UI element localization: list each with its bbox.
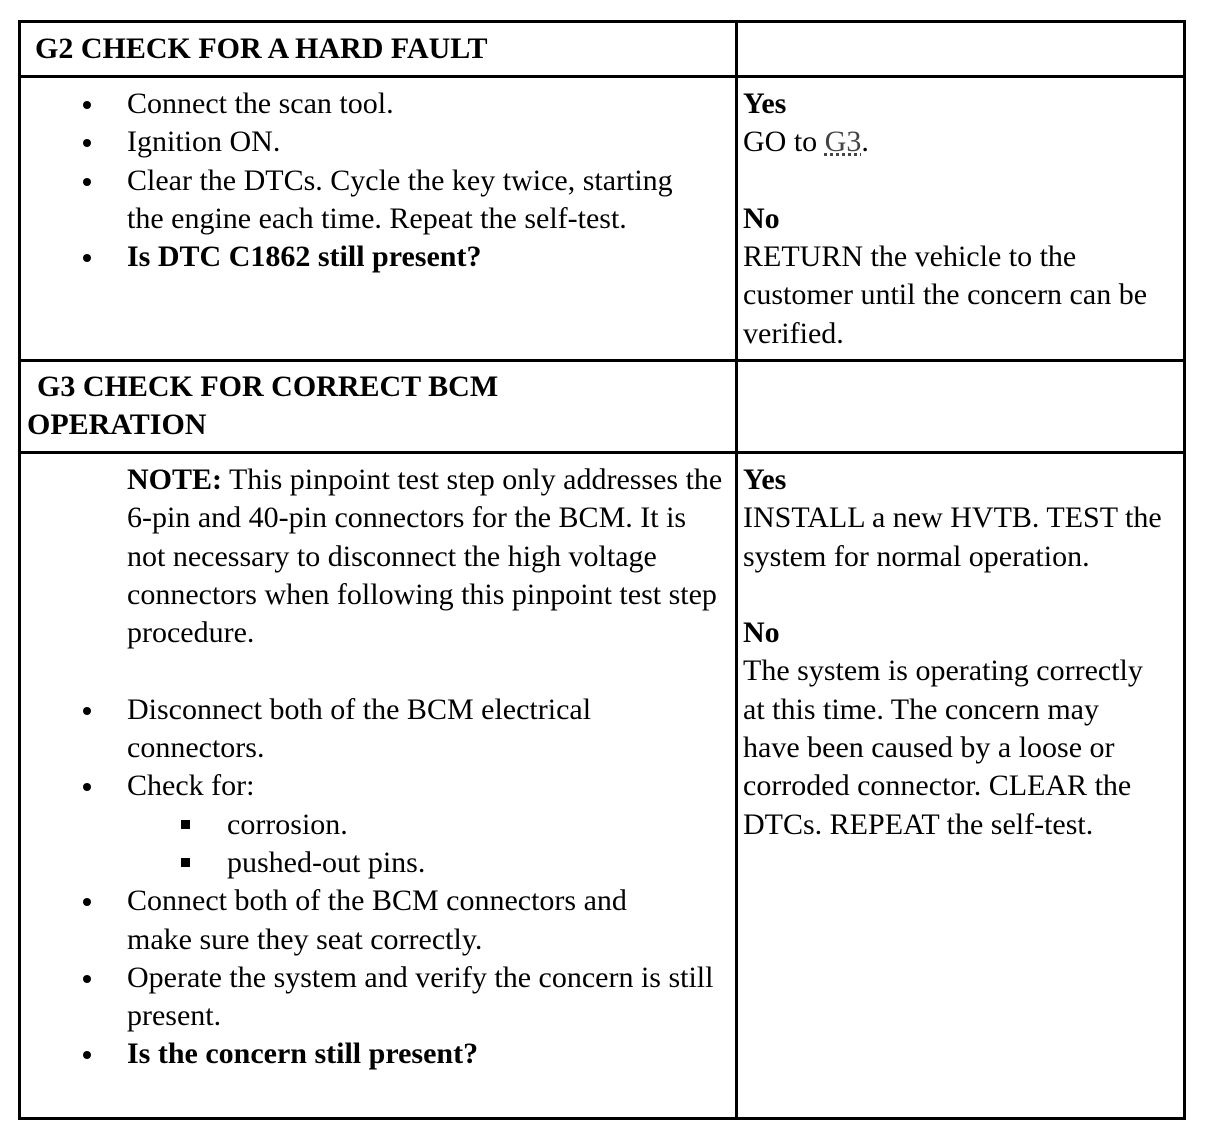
g3-no-label: No: [743, 616, 780, 650]
g2-yes-text: GO to G3.: [743, 125, 869, 159]
g2-step-3: Clear the DTCs. Cycle the key twice, starting the engine each time. Repeat the self-test.: [21, 162, 687, 239]
column-divider: [735, 23, 738, 1117]
g3-sub-item-1: corrosion.: [127, 806, 733, 844]
g2-title: G2 CHECK FOR A HARD FAULT: [35, 32, 488, 65]
g2-outcomes: [743, 85, 1173, 353]
g2-step-1: Connect the scan tool.: [21, 85, 721, 123]
diagnostic-table: [18, 20, 1186, 1120]
g3-step-4: Operate the system and verify the concern is still present.: [21, 959, 727, 1036]
g3-step-5: Is the concern still present?: [21, 1035, 733, 1073]
g3-title: G3 CHECK FOR CORRECT BCM OPERATION: [27, 370, 499, 441]
row-divider: [21, 75, 1183, 78]
g3-yes-text: INSTALL a new HVTB. TEST the system for normal operation.: [743, 501, 1162, 573]
row-divider: [21, 451, 1183, 454]
g2-step-4: Is DTC C1862 still present?: [21, 238, 721, 276]
g3-yes-label: Yes: [743, 463, 787, 496]
g3-link[interactable]: G3: [824, 125, 862, 159]
g2-yes-label: Yes: [743, 87, 787, 120]
g3-note: NOTE: This pinpoint test step only addresses the 6-pin and 40-pin connectors for the BCM. It is not necessary to disconnect the high voltage connectors when following this pinpoint test step procedure.: [127, 463, 723, 650]
g3-step-1: Disconnect both of the BCM electrical connectors.: [21, 691, 647, 768]
g2-steps: [21, 85, 721, 276]
g3-outcomes: [743, 461, 1173, 844]
g2-no-text: RETURN the vehicle to the customer until the concern can be verified.: [743, 240, 1148, 350]
g2-step-2: Ignition ON.: [21, 123, 721, 161]
g3-no-text: The system is operating correctly at this time. The concern may have been caused by a loose or corroded connector. CLEAR the DTCs. REPEAT the self-test.: [743, 654, 1143, 841]
g3-sub-item-2: pushed-out pins.: [127, 844, 733, 882]
row-divider: [21, 359, 1183, 362]
g3-step-3: Connect both of the BCM connectors and make sure they seat correctly.: [21, 882, 687, 959]
g2-no-label: No: [743, 201, 780, 235]
g3-steps: [21, 461, 733, 1074]
g3-step-2: Check for: corrosion. pushed-out pins.: [21, 767, 733, 882]
